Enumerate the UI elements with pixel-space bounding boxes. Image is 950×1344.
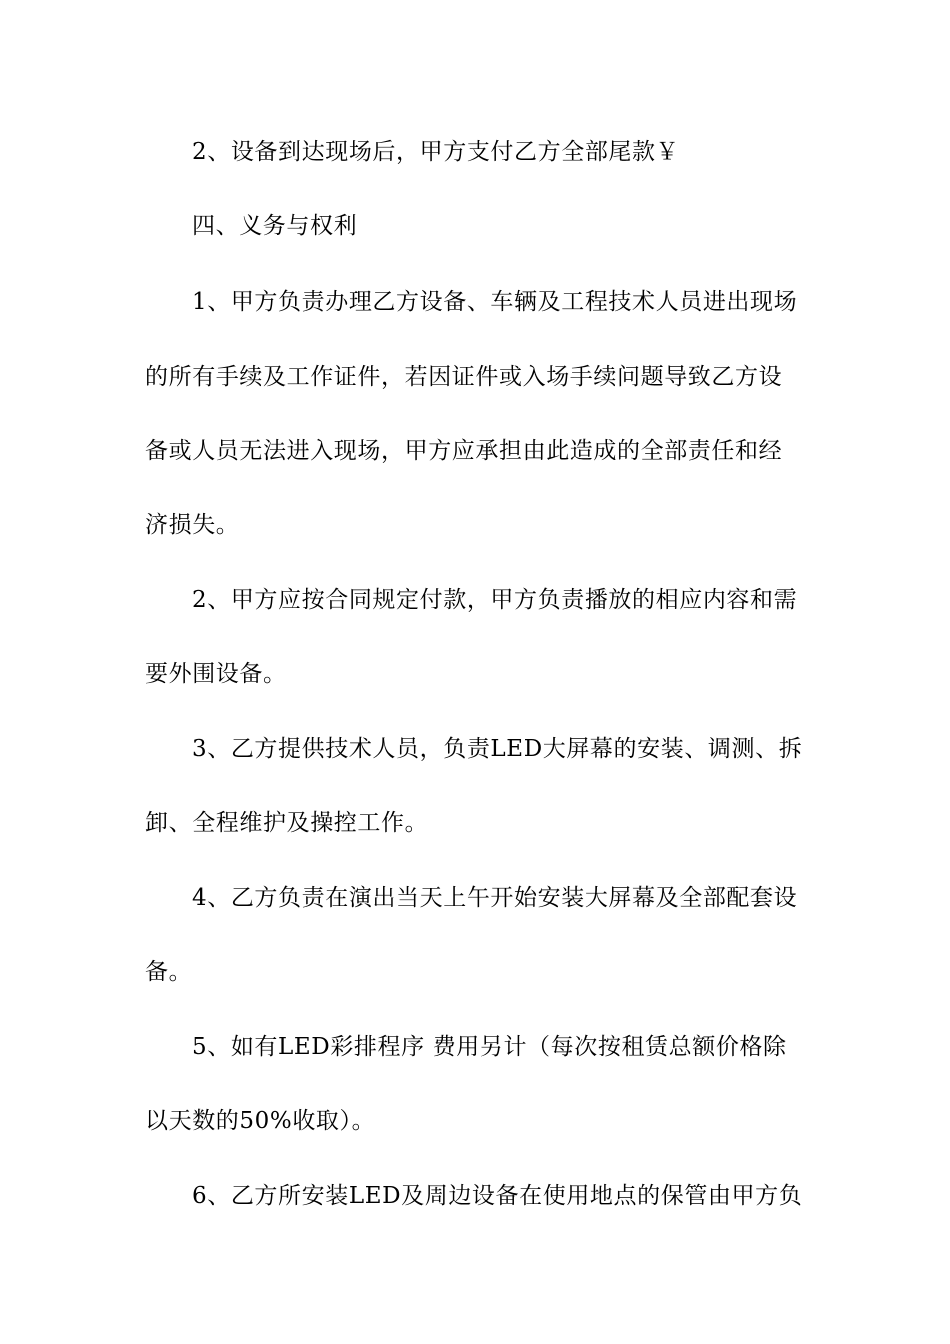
clause-5-line-2: 以天数的50%收取）。	[145, 1108, 376, 1134]
clause-3-line-1: 3、乙方提供技术人员，负责LED大屏幕的安装、调测、拆	[192, 736, 803, 762]
clause-5-line-1: 5、如有LED彩排程序 费用另计（每次按租赁总额价格除	[192, 1034, 787, 1060]
clause-4-line-2: 备。	[145, 959, 193, 985]
clause-2-final-payment: 2、设备到达现场后，甲方支付乙方全部尾款￥	[192, 139, 680, 165]
clause-6-line-1: 6、乙方所安装LED及周边设备在使用地点的保管由甲方负	[192, 1183, 803, 1209]
clause-1-line-3: 备或人员无法进入现场，甲方应承担由此造成的全部责任和经	[145, 438, 783, 464]
clause-1-line-2: 的所有手续及工作证件，若因证件或入场手续问题导致乙方设	[145, 364, 783, 390]
section-heading-obligations-rights: 四、义务与权利	[192, 213, 358, 239]
clause-1-line-1: 1、甲方负责办理乙方设备、车辆及工程技术人员进出现场	[192, 289, 798, 315]
clause-1-line-4: 济损失。	[145, 512, 240, 538]
clause-4-line-1: 4、乙方负责在演出当天上午开始安装大屏幕及全部配套设	[192, 885, 798, 911]
clause-3-line-2: 卸、全程维护及操控工作。	[145, 810, 429, 836]
clause-2-line-2: 要外围设备。	[145, 661, 287, 687]
clause-2-line-1: 2、甲方应按合同规定付款，甲方负责播放的相应内容和需	[192, 587, 798, 613]
